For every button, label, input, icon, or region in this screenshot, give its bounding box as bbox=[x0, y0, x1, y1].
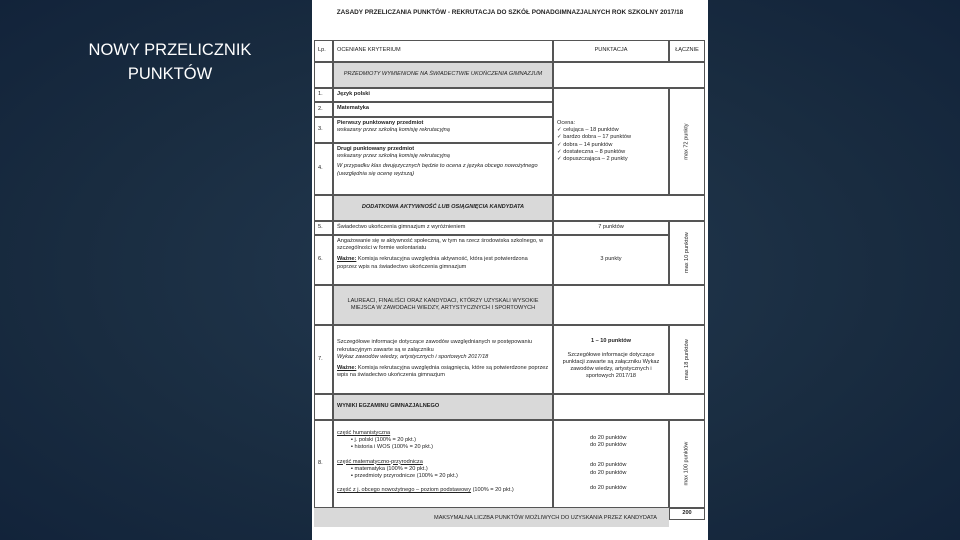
header-points: PUNKTACJA bbox=[553, 40, 669, 62]
criterion-note: W przypadku klas dwujęzycznych będzie to ocena z języka obcego nowożytnego (uwzględnia się ocenę wyższą) bbox=[337, 163, 538, 177]
points-table-document bbox=[312, 0, 708, 540]
criterion-title: Drugi punktowany przedmiot bbox=[337, 146, 415, 152]
exam-points: do 20 punktów bbox=[590, 442, 627, 449]
row-criterion bbox=[333, 117, 553, 143]
exam-part: część z j. obcego nowożytnego – poziom podstawowy bbox=[337, 487, 472, 494]
section3-heading: LAUREACI, FINALIŚCI ORAZ KANDYDACI, KTÓRZY UZYSKALI WYSOKIE MIEJSCA W ZAWODACH WIEDZY, ARTYSTYCZNYCH I SPORTOWYCH bbox=[333, 285, 553, 325]
total-cell bbox=[669, 420, 705, 508]
criterion-title: Szczegółowe informacje dotyczące zawodów uwzględnianych w postępowaniu rekrutacyjnym zawarte są w załączniku bbox=[337, 339, 532, 353]
row-lp: 7. bbox=[314, 325, 333, 394]
exam-points: do 20 punktów bbox=[590, 469, 627, 476]
row-criterion bbox=[333, 420, 553, 508]
header-lp: Lp. bbox=[314, 40, 333, 62]
total-text: max 72 punkty bbox=[683, 123, 690, 160]
note-label: Ważne: bbox=[337, 256, 357, 263]
row-criterion bbox=[333, 143, 553, 195]
points-note: Szczegółowe informacje dotyczące punktacji zawarte są załączniku Wykaz zawodów wiedzy, artystycznych i sportowych 2017/18 bbox=[562, 351, 660, 380]
exam-part: część humanistyczna bbox=[337, 430, 391, 436]
criterion-title: Pierwszy punktowany przedmiot bbox=[337, 120, 424, 126]
criterion-title: Angażowanie się w aktywność społeczną, w tym na rzecz środowiska szkolnego, w szczególności w formie wolontariatu bbox=[337, 238, 544, 252]
section2-heading: DODATKOWA AKTYWNOŚĆ LUB OSIĄGNIĘCIA KANDYDATA bbox=[333, 195, 553, 221]
row-lp: 5. bbox=[314, 221, 333, 235]
row-criterion: Świadectwo ukończenia gimnazjum z wyróżnieniem bbox=[333, 221, 553, 235]
total-text: max 18 punktów bbox=[683, 339, 690, 380]
total-text: max 100 punktów bbox=[683, 442, 690, 486]
criterion-sub: Wykaz zawodów wiedzy, artystycznych i sportowych 2017/18 bbox=[337, 353, 489, 360]
row-lp: 4. bbox=[314, 143, 333, 195]
section2-blank bbox=[553, 195, 705, 221]
row-criterion: Matematyka bbox=[333, 102, 553, 117]
section2-lp bbox=[314, 195, 333, 221]
row-criterion bbox=[333, 235, 553, 285]
total-cell bbox=[669, 325, 705, 394]
section4-blank bbox=[553, 394, 705, 420]
section4-lp bbox=[314, 394, 333, 420]
grade-item: ✓ dopuszczająca – 2 punkty bbox=[557, 156, 665, 163]
row-lp: 8. bbox=[314, 420, 333, 508]
grade-item: ✓ dobra – 14 punktów bbox=[557, 142, 665, 149]
section3-lp bbox=[314, 285, 333, 325]
note-text: Komisja rekrutacyjna uwzględnia osiągnięcia, które są potwierdzone poprzez wpis na świadectwo ukończenia gimnazjum bbox=[337, 365, 549, 379]
exam-part-scale: (100% = 20 pkt.) bbox=[471, 487, 514, 494]
grade-item: ✓ dostateczna – 8 punktów bbox=[557, 149, 665, 156]
criterion-sub: wskazany przez szkolną komisję rekrutacyjną bbox=[337, 153, 450, 160]
section1-heading: PRZEDMIOTY WYMIENIONE NA ŚWIADECTWIE UKOŃCZENIA GIMNAZJUM bbox=[333, 62, 553, 88]
criterion-sub: wskazany przez szkolną komisję rekrutacyjną bbox=[337, 127, 450, 134]
total-cell bbox=[669, 88, 705, 195]
footer-total: 200 bbox=[669, 508, 705, 520]
total-cell bbox=[669, 221, 705, 285]
row-points bbox=[553, 420, 669, 508]
exam-points: do 20 punktów bbox=[590, 435, 627, 441]
row-criterion: Język polski bbox=[333, 88, 553, 102]
grade-item: ✓ celująca – 18 punktów bbox=[557, 127, 665, 134]
note-text: Komisja rekrutacyjna uwzględnia aktywność, która jest potwierdzona poprzez wpis na świadectwo ukończenia gimnazjum bbox=[337, 256, 528, 270]
exam-points: do 20 punktów bbox=[590, 462, 627, 469]
section4-heading: WYNIKI EGZAMINU GIMNAZJALNEGO bbox=[333, 394, 553, 420]
grade-item: ✓ bardzo dobra – 17 punktów bbox=[557, 134, 665, 141]
row-points bbox=[553, 325, 669, 394]
footer-label: MAKSYMALNA LICZBA PUNKTÓW MOŻLIWYCH DO UZYSKANIA PRZEZ KANDYDATA bbox=[314, 508, 669, 527]
section1-lp bbox=[314, 62, 333, 88]
document-title: ZASADY PRZELICZANIA PUNKTÓW - REKRUTACJA DO SZKÓŁ PONADGIMNAZJALNYCH ROK SZKOLNY 2017/18 bbox=[336, 9, 684, 16]
grades-label: Ocena: bbox=[557, 119, 576, 126]
grades-list bbox=[557, 127, 665, 163]
section1-blank bbox=[553, 62, 705, 88]
exam-subject: ▪ przedmioty przyrodnicze (100% = 20 pkt.) bbox=[351, 473, 549, 480]
row-criterion bbox=[333, 325, 553, 394]
slide-title: NOWY PRZELICZNIK PUNKTÓW bbox=[88, 41, 252, 83]
row-points: 7 punktów bbox=[553, 221, 669, 235]
exam-part: część matematyczno-przyrodnicza bbox=[337, 458, 423, 465]
row-lp: 6. bbox=[314, 235, 333, 285]
header-total: ŁĄCZNIE bbox=[669, 40, 705, 62]
row-lp: 1. bbox=[314, 88, 333, 102]
grades-cell bbox=[553, 88, 669, 195]
header-criterion: OCENIANE KRYTERIUM bbox=[333, 40, 553, 62]
total-text: max 10 punktów bbox=[683, 232, 690, 274]
section3-blank bbox=[553, 285, 705, 325]
exam-subject: ▪ matematyka (100% = 20 pkt.) bbox=[351, 466, 549, 473]
row-lp: 2. bbox=[314, 102, 333, 117]
row-points: 3 punkty bbox=[553, 235, 669, 285]
exam-subject: ▪ j. polski (100% = 20 pkt.) bbox=[351, 437, 549, 444]
exam-points: do 20 punktów bbox=[590, 484, 627, 491]
row-lp: 3. bbox=[314, 117, 333, 143]
note-label: Ważne: bbox=[337, 365, 357, 372]
points-range: 1 – 10 punktów bbox=[590, 338, 632, 345]
exam-subject: ▪ historia i WOS (100% = 20 pkt.) bbox=[351, 444, 549, 451]
